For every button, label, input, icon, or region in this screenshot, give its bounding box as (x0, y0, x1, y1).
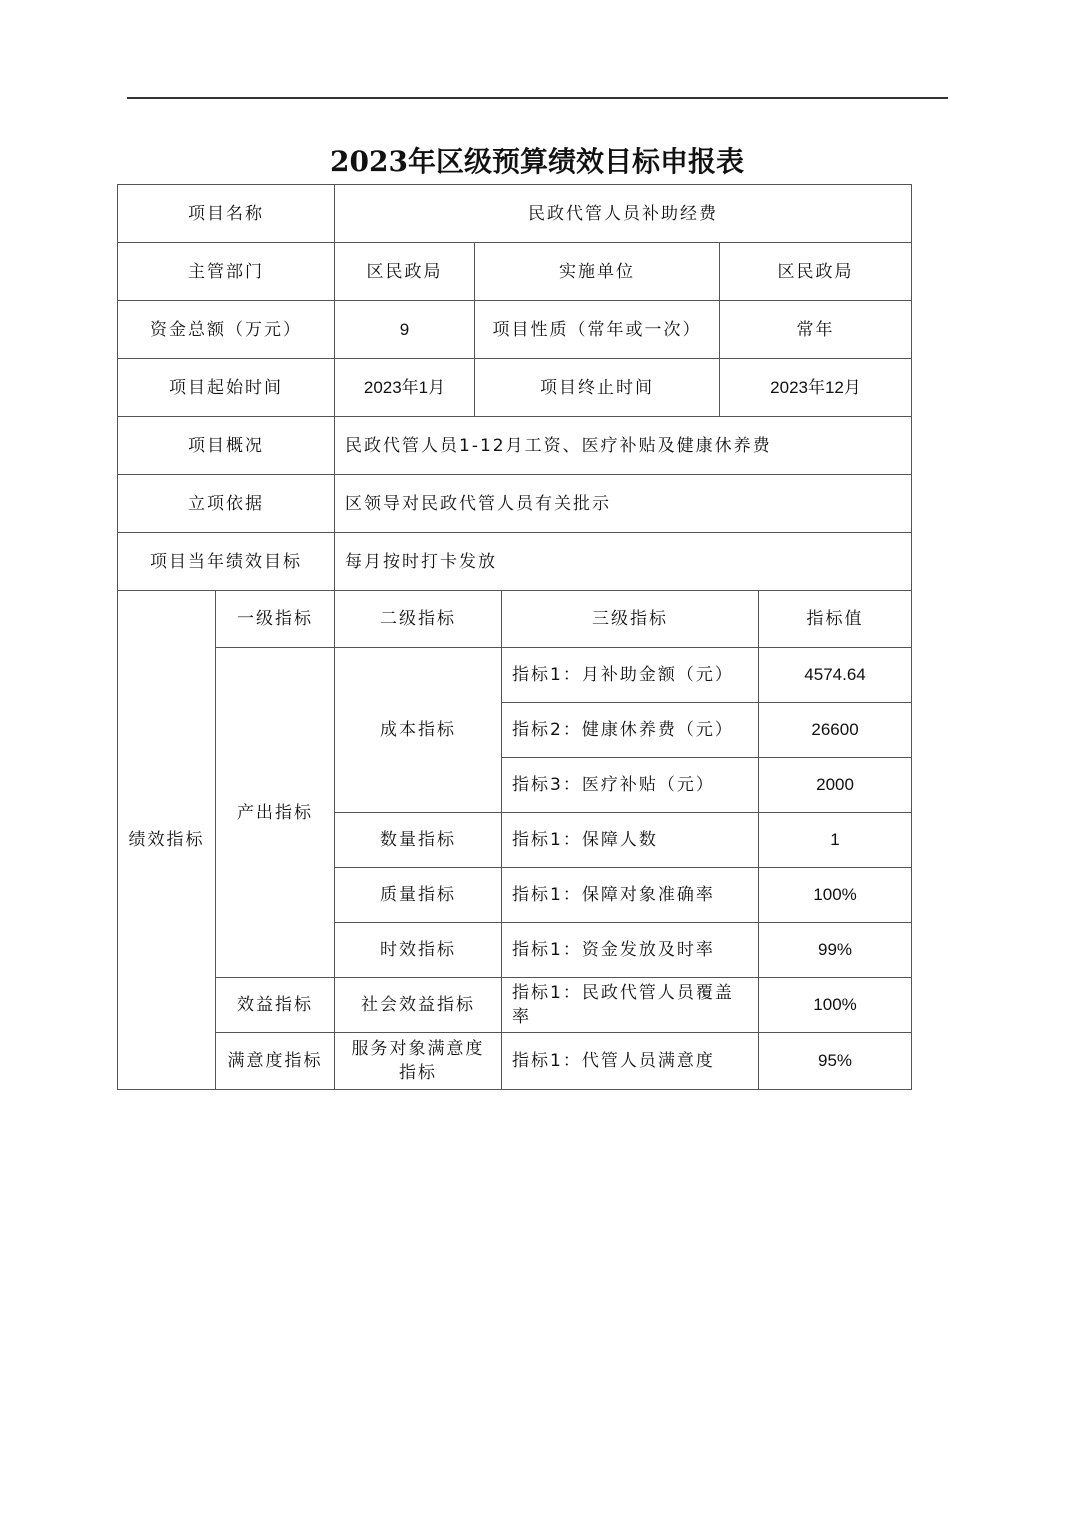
overview-value: 民政代管人员1-12月工资、医疗补贴及健康休养费 (335, 417, 912, 475)
end-label: 项目终止时间 (475, 359, 720, 417)
implementer-label: 实施单位 (475, 243, 720, 301)
table-row (118, 978, 912, 1033)
goal-label: 项目当年绩效目标 (118, 533, 335, 591)
goal-value: 每月按时打卡发放 (335, 533, 912, 591)
page-title: 2023年区级预算绩效目标申报表 (330, 145, 744, 178)
funds-label: 资金总额（万元） (118, 301, 335, 359)
service-satisfaction-label: 服务对象满意度指标 (335, 1033, 502, 1090)
timeliness-label: 时效指标 (335, 923, 502, 978)
basis-value: 区领导对民政代管人员有关批示 (335, 475, 912, 533)
header-level2: 二级指标 (335, 591, 502, 648)
output-label: 产出指标 (216, 648, 335, 978)
indicators-section-label: 绩效指标 (118, 591, 216, 1090)
basis-label: 立项依据 (118, 475, 335, 533)
timeliness-name: 指标1：资金发放及时率 (502, 923, 759, 978)
row-funds (118, 301, 912, 359)
social-benefit-name: 指标1：民政代管人员覆盖率 (502, 978, 759, 1033)
project-name-label: 项目名称 (118, 185, 335, 243)
row-indicator-headers (118, 591, 912, 648)
row-basis (118, 475, 912, 533)
table-row (118, 1033, 912, 1090)
nature-label: 项目性质（常年或一次） (475, 301, 720, 359)
quantity-value: 1 (759, 813, 912, 868)
cost-item-2-name: 指标2：健康休养费（元） (502, 703, 759, 758)
table-row (118, 648, 912, 703)
department-value: 区民政局 (335, 243, 475, 301)
header-rule (127, 97, 948, 99)
cost-item-1-name: 指标1：月补助金额（元） (502, 648, 759, 703)
overview-label: 项目概况 (118, 417, 335, 475)
benefit-label: 效益指标 (216, 978, 335, 1033)
header-value: 指标值 (759, 591, 912, 648)
cost-label: 成本指标 (335, 648, 502, 813)
quantity-label: 数量指标 (335, 813, 502, 868)
row-goal (118, 533, 912, 591)
satisfaction-label: 满意度指标 (216, 1033, 335, 1090)
end-value: 2023年12月 (720, 359, 912, 417)
row-project-name (118, 185, 912, 243)
department-label: 主管部门 (118, 243, 335, 301)
timeliness-value: 99% (759, 923, 912, 978)
cost-item-3-name: 指标3：医疗补贴（元） (502, 758, 759, 813)
implementer-value: 区民政局 (720, 243, 912, 301)
quality-label: 质量指标 (335, 868, 502, 923)
cost-item-1-value: 4574.64 (759, 648, 912, 703)
nature-value: 常年 (720, 301, 912, 359)
service-satisfaction-name: 指标1：代管人员满意度 (502, 1033, 759, 1090)
row-department (118, 243, 912, 301)
row-dates (118, 359, 912, 417)
cost-item-3-value: 2000 (759, 758, 912, 813)
performance-target-table (117, 184, 912, 1090)
header-level3: 三级指标 (502, 591, 759, 648)
social-benefit-label: 社会效益指标 (335, 978, 502, 1033)
service-satisfaction-value: 95% (759, 1033, 912, 1090)
start-label: 项目起始时间 (118, 359, 335, 417)
funds-value: 9 (335, 301, 475, 359)
header-level1: 一级指标 (216, 591, 335, 648)
quantity-name: 指标1：保障人数 (502, 813, 759, 868)
project-name-value: 民政代管人员补助经费 (335, 185, 912, 243)
start-value: 2023年1月 (335, 359, 475, 417)
quality-value: 100% (759, 868, 912, 923)
row-overview (118, 417, 912, 475)
social-benefit-value: 100% (759, 978, 912, 1033)
quality-name: 指标1：保障对象准确率 (502, 868, 759, 923)
cost-item-2-value: 26600 (759, 703, 912, 758)
